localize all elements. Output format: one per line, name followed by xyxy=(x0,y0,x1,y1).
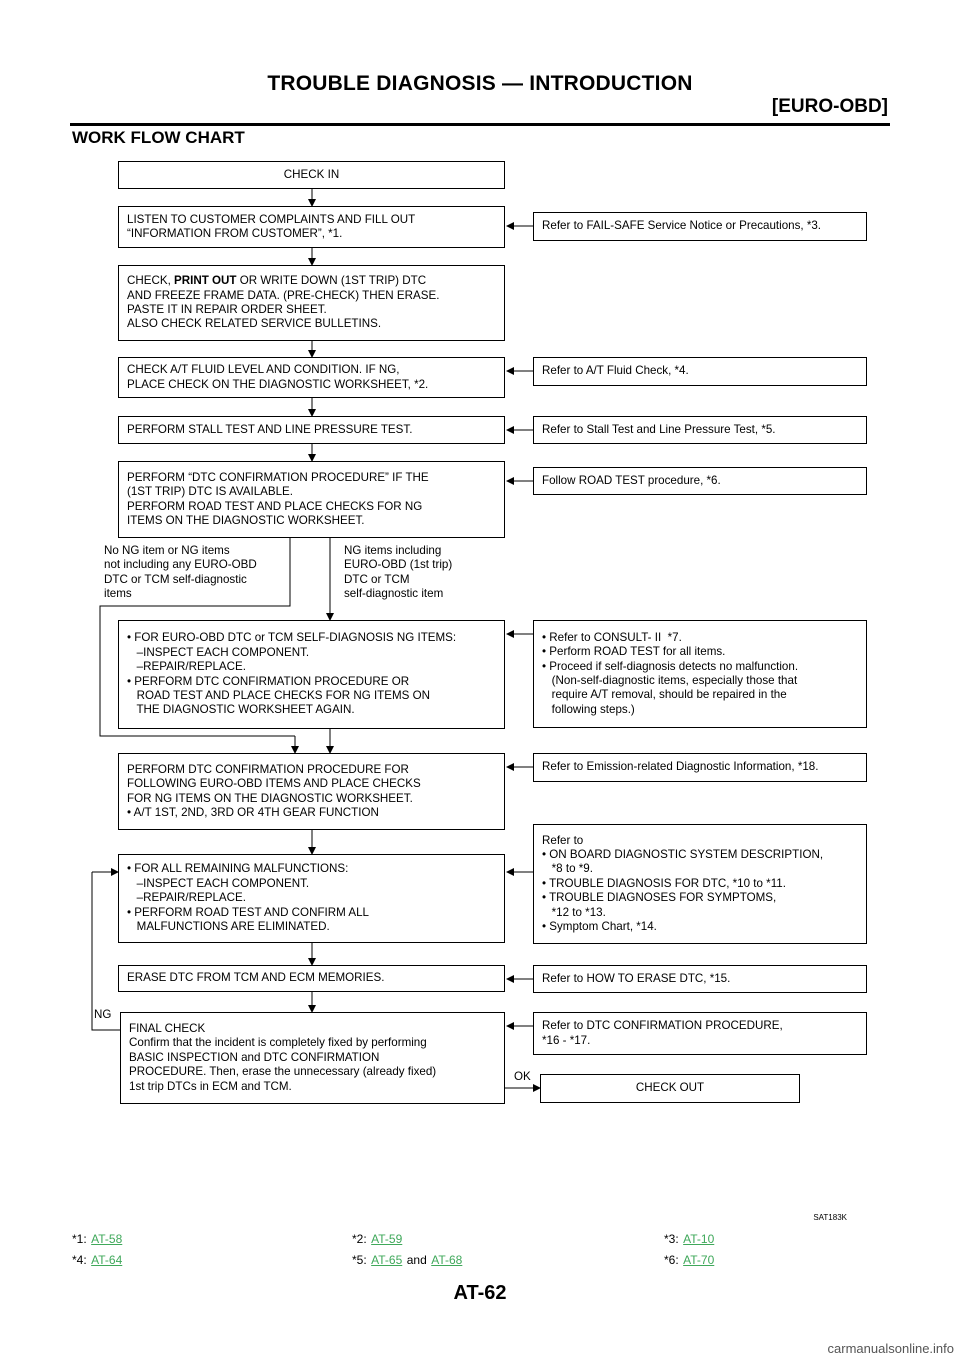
dtc-confirm-box: PERFORM “DTC CONFIRMATION PROCEDURE” IF THE (1ST TRIP) DTC IS AVAILABLE. PERFORM ROAD TEST AND PLACE CHECKS FOR NG ITEMS ON THE DIAGNOSTIC WORKSHEET. xyxy=(118,461,505,538)
ref-emission-box: Refer to Emission-related Diagnostic Information, *18. xyxy=(533,753,867,782)
footnote-2 xyxy=(352,1230,402,1248)
footnote-1 xyxy=(72,1230,122,1248)
check-in-box: CHECK IN xyxy=(118,161,505,189)
remaining-malfunctions-box: • FOR ALL REMAINING MALFUNCTIONS: –INSPECT EACH COMPONENT. –REPAIR/REPLACE. • PERFORM ROAD TEST AND CONFIRM ALL MALFUNCTIONS ARE ELIMINATED. xyxy=(118,854,505,943)
ref-onboard-box: Refer to • ON BOARD DIAGNOSTIC SYSTEM DESCRIPTION, *8 to *9. • TROUBLE DIAGNOSIS FOR DTC, *10 to *11. • TROUBLE DIAGNOSES FOR SYMPTOMS, *12 to *13. • Symptom Chart, *14. xyxy=(533,824,867,944)
final-check-box: FINAL CHECK Confirm that the incident is completely fixed by performing BASIC INSPECTION and DTC CONFIRMATION PROCEDURE. Then, erase the unnecessary (already fixed) 1st trip DTCs in ECM and TCM. xyxy=(120,1012,505,1104)
ref-dtc-procedure-box: Refer to DTC CONFIRMATION PROCEDURE, *16 - *17. xyxy=(533,1012,867,1055)
section-tag: [EURO-OBD] xyxy=(771,96,888,117)
footnote-1-link[interactable]: AT-58 xyxy=(91,1232,123,1246)
footnote-3 xyxy=(664,1230,714,1248)
page-title: TROUBLE DIAGNOSIS — INTRODUCTION xyxy=(267,72,693,95)
ref-failsafe-box: Refer to FAIL-SAFE Service Notice or Precautions, *3. xyxy=(533,212,867,241)
ref-stall-box: Refer to Stall Test and Line Pressure Test, *5. xyxy=(533,416,867,444)
footnote-2-label: *2: xyxy=(352,1232,367,1246)
branch-left-label: No NG item or NG items not including any EURO-OBD DTC or TCM self-diagnostic items xyxy=(104,544,257,601)
footnote-5 xyxy=(352,1251,462,1269)
ref-road-test-box: Follow ROAD TEST procedure, *6. xyxy=(533,467,867,495)
page-number: AT-62 xyxy=(453,1282,507,1304)
footnote-3-link[interactable]: AT-10 xyxy=(683,1232,715,1246)
footnote-1-label: *1: xyxy=(72,1232,87,1246)
footnote-6-label: *6: xyxy=(664,1253,679,1267)
footnote-6 xyxy=(664,1251,714,1269)
footnote-4-link[interactable]: AT-64 xyxy=(91,1253,123,1267)
section-heading: WORK FLOW CHART xyxy=(72,128,245,147)
footnote-4 xyxy=(72,1251,122,1269)
footnote-5-label: *5: xyxy=(352,1253,367,1267)
footnote-6-link[interactable]: AT-70 xyxy=(683,1253,715,1267)
footnote-3-label: *3: xyxy=(664,1232,679,1246)
following-items-box: PERFORM DTC CONFIRMATION PROCEDURE FOR FOLLOWING EURO-OBD ITEMS AND PLACE CHECKS FOR NG ITEMS ON THE DIAGNOSTIC WORKSHEET. • A/T 1ST, 2ND, 3RD OR 4TH GEAR FUNCTION xyxy=(118,753,505,830)
self-diag-box: • FOR EURO-OBD DTC or TCM SELF-DIAGNOSIS NG ITEMS: –INSPECT EACH COMPONENT. –REPAIR/REPLACE. • PERFORM DTC CONFIRMATION PROCEDURE OR ROAD TEST AND PLACE CHECKS FOR NG ITEMS ON THE DIAGNOSTIC WORKSHEET AGAIN. xyxy=(118,620,505,729)
watermark: carmanualsonline.info xyxy=(827,1341,954,1356)
footnote-5-link-a[interactable]: AT-65 xyxy=(371,1253,403,1267)
ref-erase-box: Refer to HOW TO ERASE DTC, *15. xyxy=(533,965,867,993)
figure-code: SAT183K xyxy=(813,1213,847,1222)
check-out-box: CHECK OUT xyxy=(540,1074,800,1103)
print-out-text-c: OR WRITE DOWN (1ST TRIP) DTC AND FREEZE FRAME DATA. (PRE-CHECK) THEN ERASE. PASTE IT IN REPAIR ORDER SHEET. ALSO CHECK RELATED SERVICE BULLETINS. xyxy=(127,274,440,331)
line-ng-loop xyxy=(92,872,120,1030)
footnote-4-label: *4: xyxy=(72,1253,87,1267)
footnote-5-link-b[interactable]: AT-68 xyxy=(431,1253,463,1267)
print-out-text-b: PRINT OUT xyxy=(174,274,237,288)
erase-dtc-box: ERASE DTC FROM TCM AND ECM MEMORIES. xyxy=(118,965,505,992)
footnote-5-joiner: and xyxy=(406,1253,427,1267)
ref-fluid-box: Refer to A/T Fluid Check, *4. xyxy=(533,357,867,386)
fluid-check-box: CHECK A/T FLUID LEVEL AND CONDITION. IF NG, PLACE CHECK ON THE DIAGNOSTIC WORKSHEET, *2. xyxy=(118,357,505,398)
print-out-text-a: CHECK, xyxy=(127,274,175,288)
ref-consult-box: • Refer to CONSULT- II *7. • Perform ROAD TEST for all items. • Proceed if self-diagnosis detects no malfunction. (Non-self-diagnostic items, especially those that require A/T removal, should be repaired in the following steps.) xyxy=(533,620,867,728)
branch-right-label: NG items including EURO-OBD (1st trip) DTC or TCM self-diagnostic item xyxy=(344,544,453,601)
stall-test-box: PERFORM STALL TEST AND LINE PRESSURE TEST. xyxy=(118,416,505,444)
listen-customer-box: LISTEN TO CUSTOMER COMPLAINTS AND FILL OUT “INFORMATION FROM CUSTOMER”, *1. xyxy=(118,206,505,248)
print-out-box xyxy=(118,265,505,341)
footnote-2-link[interactable]: AT-59 xyxy=(371,1232,403,1246)
ng-label: NG xyxy=(94,1008,112,1021)
ok-label: OK xyxy=(514,1070,531,1083)
